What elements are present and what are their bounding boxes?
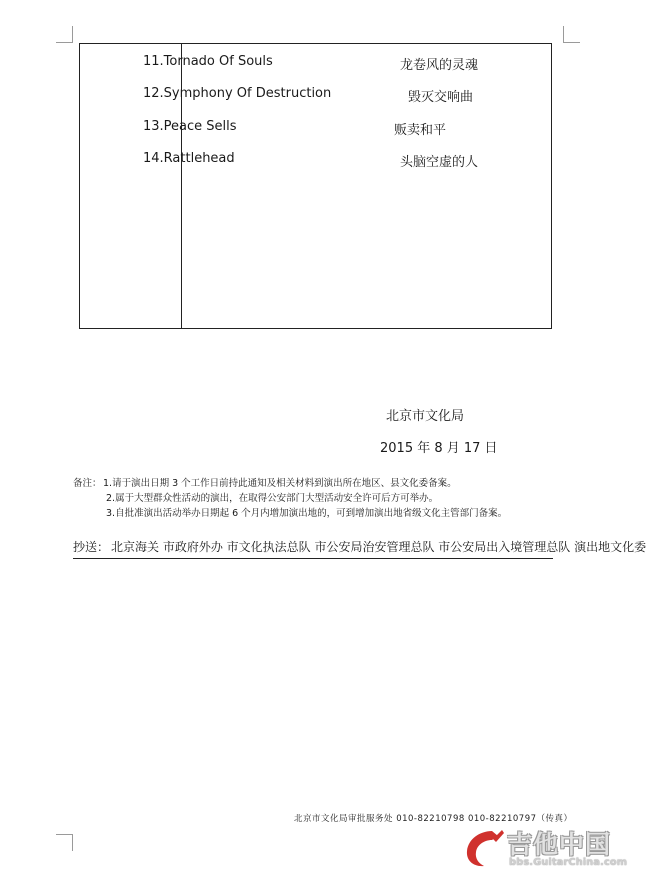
remark-item: 1.请于演出日期 3 个工作日前持此通知及相关材料到演出所在地区、县文化委备案。 xyxy=(103,478,457,489)
song-title-zh: 头脑空虚的人 xyxy=(400,155,479,170)
office-contact-footer: 北京市文化局审批服务处 010-82210798 010-82210797（传真） xyxy=(294,814,573,824)
issuing-authority: 北京市文化局 xyxy=(386,409,465,424)
remark-item: 2.属于大型群众性活动的演出，在取得公安部门大型活动安全许可后方可举办。 xyxy=(106,493,439,504)
song-title-zh: 贩卖和平 xyxy=(394,123,447,138)
cc-recipients: 北京海关 市政府外办 市文化执法总队 市公安局治安管理总队 市公安局出入境管理总队 演出地文化委 xyxy=(111,540,646,554)
site-watermark xyxy=(462,825,628,871)
crop-mark-top-left xyxy=(56,26,73,43)
cc-label: 抄送： xyxy=(73,540,110,554)
cc-line xyxy=(73,538,646,559)
watermark-url: bbs.GuitarChina.com xyxy=(509,857,628,868)
song-title-en: 11.Tornado Of Souls xyxy=(143,54,273,69)
watermark-brand-text: 吉他中国 xyxy=(507,830,612,859)
issue-date: 2015 年 8 月 17 日 xyxy=(380,441,498,456)
remark-item: 3.自批准演出活动举办日期起 6 个月内增加演出地的，可到增加演出地省级文化主管部门备案。 xyxy=(106,508,508,519)
song-title-en: 12.Symphony Of Destruction xyxy=(143,86,332,101)
song-title-zh: 龙卷风的灵魂 xyxy=(400,58,479,73)
remarks-label: 备注： xyxy=(73,478,102,489)
song-title-en: 14.Rattlehead xyxy=(143,151,235,166)
song-title-en: 13.Peace Sells xyxy=(143,119,237,134)
song-title-zh: 毁灭交响曲 xyxy=(408,90,474,105)
crop-mark-bottom-left xyxy=(56,834,73,851)
guitar-logo-icon xyxy=(462,827,506,869)
crop-mark-top-right xyxy=(563,26,580,43)
